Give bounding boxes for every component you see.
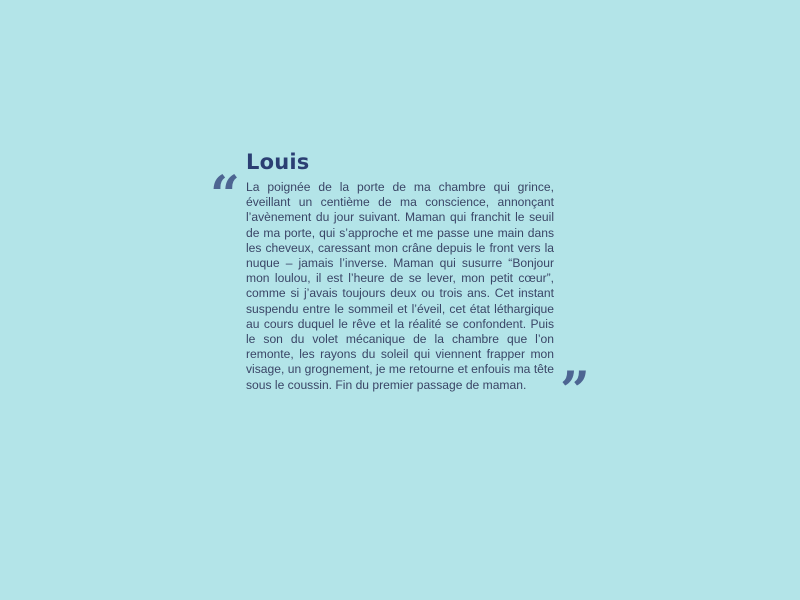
quote-block [246,148,554,393]
quote-text: La poignée de la porte de ma chambre qui grince, éveillant un centième de ma conscience, annonçant l’avènement du jour suivant. Maman qui franchit le seuil de ma porte, qui s’approche et me passe une main dans les cheveux, caressant mon crâne depuis le front vers la nuque – jamais l’inverse. Maman qui susurre “Bonjour mon loulou, il est l’heure de se lever, mon petit cœur”, comme si j’avais toujours deux ou trois ans. Cet instant suspendu entre le sommeil et l’éveil, cet état léthargique au cours duquel le rêve et la réalité se confondent. Puis le son du volet mécanique de la chambre que l’on remonte, les rayons du soleil qui viennent frapper mon visage, un grognement, je me retourne et enfouis ma tête sous le coussin. Fin du premier passage de maman. [246,180,554,392]
open-quote-icon: “ [210,165,240,226]
quote-title: Louis [246,150,310,174]
close-quote-icon: ” [560,361,590,422]
